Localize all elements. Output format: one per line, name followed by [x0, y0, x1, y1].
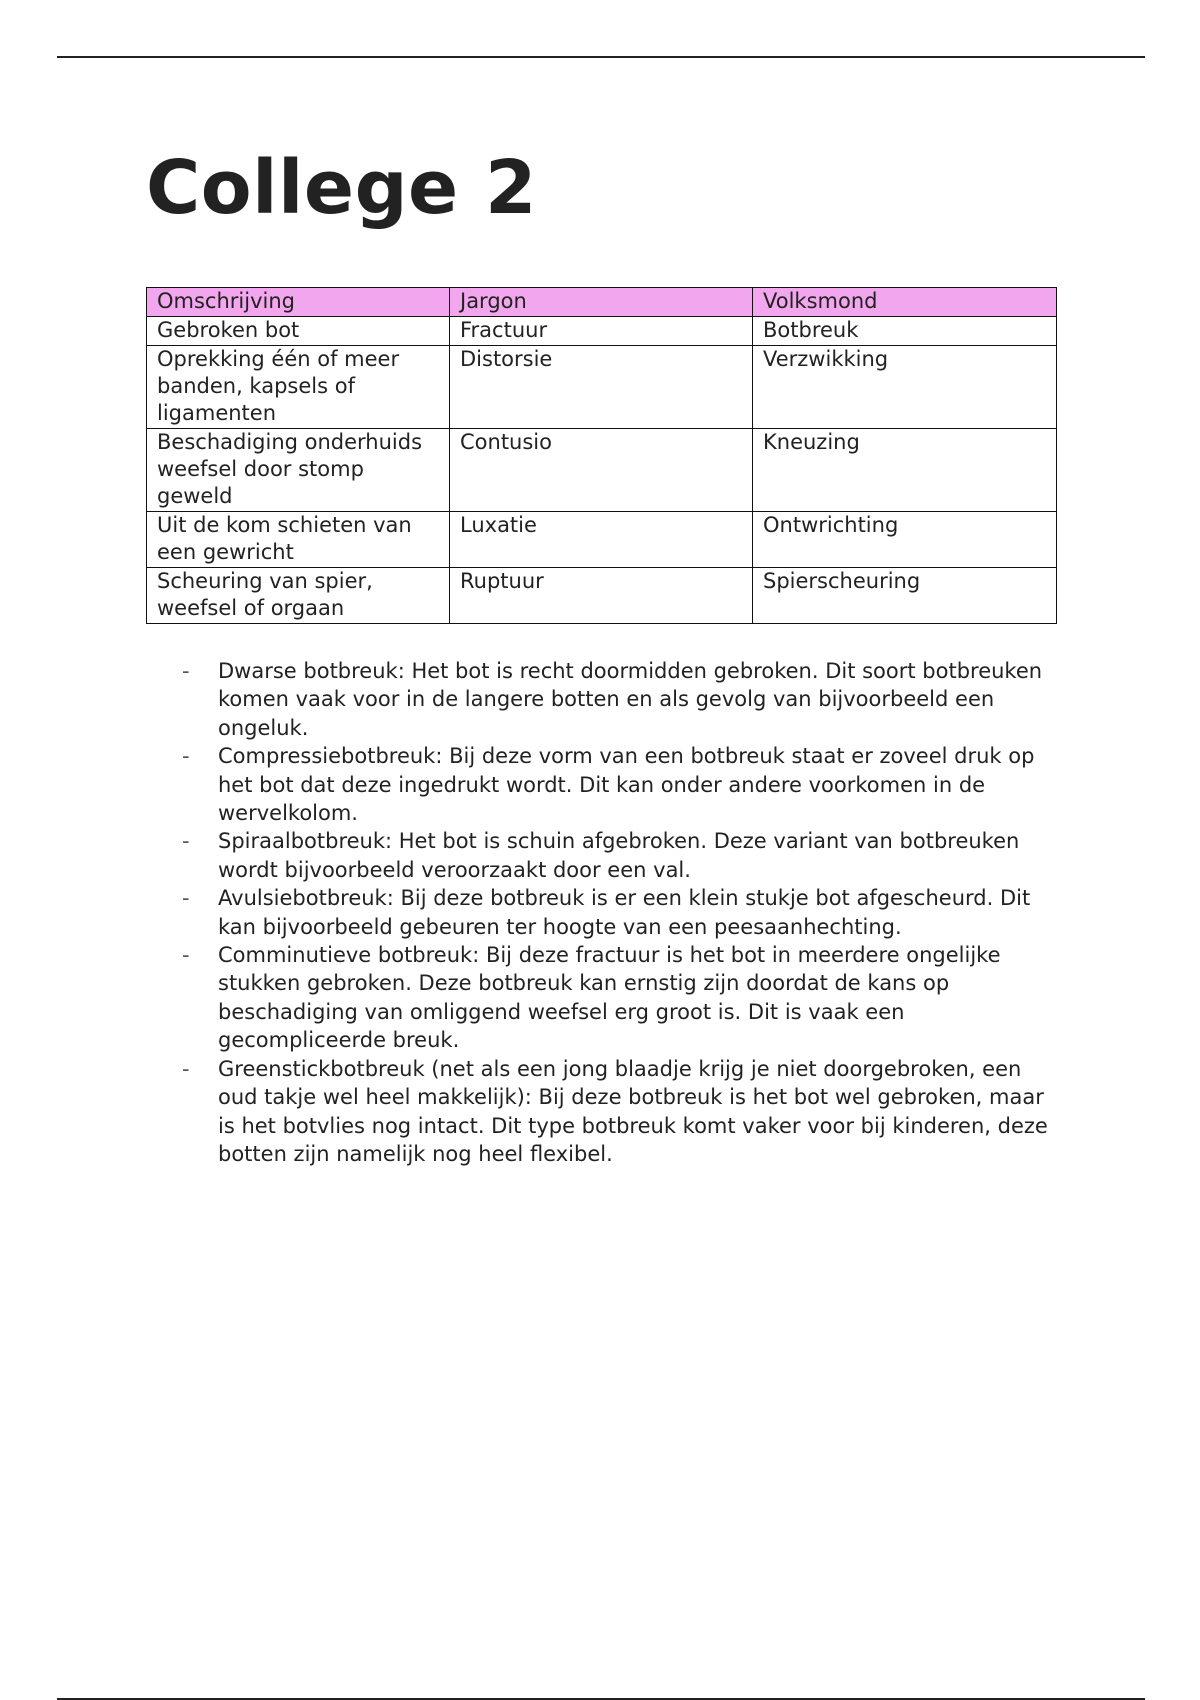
- list-item-text: Comminutieve botbreuk: Bij deze fractuur is het bot in meerdere ongelijke stukken gebroken. Deze botbreuk kan ernstig zijn doordat de kans op beschadiging van omliggend weefsel erg groot is. Dit is vaak een gecompliceerde breuk.: [218, 943, 1001, 1053]
- table-cell-description: Scheuring van spier, weefsel of orgaan: [147, 568, 450, 624]
- table-cell-colloquial: Kneuzing: [753, 429, 1057, 512]
- list-item: [182, 1055, 1062, 1169]
- list-item: [182, 941, 1062, 1055]
- table-cell-jargon: Luxatie: [450, 512, 753, 568]
- table-row: [147, 512, 1057, 568]
- list-item-text: Compressiebotbreuk: Bij deze vorm van een botbreuk staat er zoveel druk op het bot dat deze ingedrukt wordt. Dit kan onder andere voorkomen in de wervelkolom.: [218, 744, 1035, 826]
- table-row: [147, 429, 1057, 512]
- list-item-text: Spiraalbotbreuk: Het bot is schuin afgebroken. Deze variant van botbreuken wordt bijvoorbeeld veroorzaakt door een val.: [218, 829, 1020, 882]
- fracture-types-list: [182, 657, 1062, 1168]
- table-cell-description: Gebroken bot: [147, 317, 450, 346]
- list-bullet: -: [182, 943, 190, 968]
- table-cell-jargon: Ruptuur: [450, 568, 753, 624]
- list-item-text: Avulsiebotbreuk: Bij deze botbreuk is er een klein stukje bot afgescheurd. Dit kan bijvoorbeeld gebeuren ter hoogte van een peesaanhechting.: [218, 886, 1031, 939]
- list-item-text: Dwarse botbreuk: Het bot is recht doormidden gebroken. Dit soort botbreuken komen vaak voor in de langere botten en als gevolg van bijvoorbeeld een ongeluk.: [218, 659, 1043, 740]
- list-item: [182, 657, 1062, 742]
- table-cell-colloquial: Ontwrichting: [753, 512, 1057, 568]
- table-cell-colloquial: Botbreuk: [753, 317, 1057, 346]
- table-cell-jargon: Fractuur: [450, 317, 753, 346]
- list-bullet: -: [182, 829, 190, 854]
- column-header-jargon: Jargon: [450, 288, 753, 317]
- table-header-row: [147, 288, 1057, 317]
- table-cell-jargon: Contusio: [450, 429, 753, 512]
- table-cell-colloquial: Verzwikking: [753, 346, 1057, 429]
- list-bullet: -: [182, 744, 190, 769]
- column-header-volksmond: Volksmond: [753, 288, 1057, 317]
- list-item-text: Greenstickbotbreuk (net als een jong blaadje krijg je niet doorgebroken, een oud takje wel heel makkelijk): Bij deze botbreuk is het bot wel gebroken, maar is het botvlies nog intact. Dit type botbreuk komt vaker voor bij kinderen, deze botten zijn namelijk nog heel flexibel.: [218, 1056, 1048, 1166]
- list-bullet: -: [182, 1056, 190, 1081]
- table-cell-colloquial: Spierscheuring: [753, 568, 1057, 624]
- table-cell-description: Oprekking één of meer banden, kapsels of ligamenten: [147, 346, 450, 429]
- list-bullet: -: [182, 659, 190, 683]
- list-item: [182, 827, 1062, 884]
- terminology-table: [146, 287, 1057, 624]
- list-item: [182, 884, 1062, 941]
- table-cell-description: Uit de kom schieten van een gewricht: [147, 512, 450, 568]
- list-bullet: -: [182, 886, 190, 911]
- list-item: [182, 742, 1062, 827]
- table-cell-description: Beschadiging onderhuids weefsel door stomp geweld: [147, 429, 450, 512]
- table-row: [147, 568, 1057, 624]
- header-rule: [57, 56, 1145, 58]
- page-title: College 2: [146, 145, 537, 231]
- table-cell-jargon: Distorsie: [450, 346, 753, 429]
- table-row: [147, 346, 1057, 429]
- table-row: [147, 317, 1057, 346]
- column-header-omschrijving: Omschrijving: [147, 288, 450, 317]
